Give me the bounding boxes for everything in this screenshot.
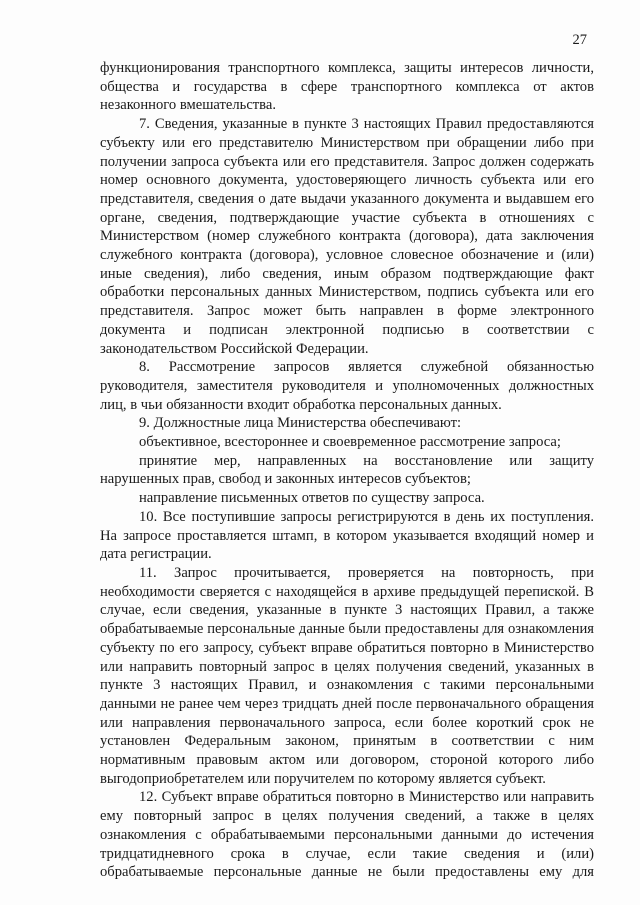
- page-number: 27: [572, 32, 587, 48]
- paragraph-10: 10. Все поступившие запросы регистрируются в день их поступления. На запросе проставляется штамп, в котором указывается входящий номер и дата регистрации.: [100, 508, 594, 563]
- paragraph-12: 12. Субъект вправе обратиться повторно в Министерство или направить ему повторный запрос в целях получения сведений, а также в целях ознакомления с обрабатываемыми персональными данными до истечения тридцатидневного срока в случае, если такие сведения и (или) обрабатываемые персональные данные не были предоставлены ему для: [100, 789, 594, 881]
- paragraph-11: 11. Запрос прочитывается, проверяется на повторность, при необходимости сверяется с находящейся в архиве предыдущей перепиской. В случае, если сведения, указанные в пункте 3 настоящих Правил, а также обрабатываемые персональные данные были предоставлены для ознакомления субъекту по его запросу, субъект вправе обратиться повторно в Министерство или направить повторный запрос в целях получения сведений, указанных в пункте 3 настоящих Правил, и ознакомления с такими персональными данными не ранее чем через тридцать дней после первоначального обращения или направления первоначального запроса, если более короткий срок не установлен Федеральным законом, принятым в соответствии с ним нормативным правовым актом или договором, стороной которого либо выгодоприобретателем или поручителем по которому является субъект.: [100, 564, 594, 787]
- paragraph-7: 7. Сведения, указанные в пункте 3 настоящих Правил предоставляются субъекту или его представителю Министерством при обращении либо при получении запроса субъекта или его представителя. Запрос должен содержать номер основного документа, удостоверяющего личность субъекта или его представителя, сведения о дате выдачи указанного документа и выдавшем его органе, сведения, подтверждающие участие субъекта в отношениях с Министерством (номер служебного контракта (договора), дата заключения служебного контракта (договора), условное словесное обозначение и (или) иные сведения), либо сведения, иным образом подтверждающие факт обработки персональных данных Министерством, подпись субъекта или его представителя. Запрос может быть направлен в форме электронного документа и подписан электронной подписью в соответствии с законодательством Российской Федерации.: [100, 116, 594, 357]
- paragraph-9-item-1: объективное, всестороннее и своевременное рассмотрение запроса;: [139, 434, 561, 451]
- paragraph-continued: функционирования транспортного комплекса, защиты интересов личности, общества и государства в сфере транспортного комплекса от актов незаконного вмешательства.: [100, 60, 594, 114]
- document-body: [100, 59, 594, 882]
- paragraph-8: 8. Рассмотрение запросов является служебной обязанностью руководителя, заместителя руководителя и уполномоченных должностных лиц, в чьи обязанности входит обработка персональных данных.: [100, 359, 594, 413]
- paragraph-9-item-3: направление письменных ответов по существу запроса.: [139, 490, 485, 507]
- paragraph-9: 9. Должностные лица Министерства обеспечивают:: [139, 415, 462, 432]
- paragraph-9-item-2: принятие мер, направленных на восстановление или защиту нарушенных прав, свобод и законных интересов субъектов;: [100, 452, 594, 488]
